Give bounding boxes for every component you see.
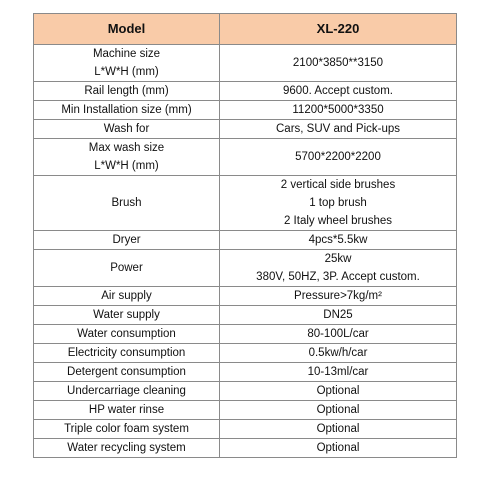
table-row [34, 176, 457, 231]
table-row [34, 439, 457, 458]
value-line: Optional [316, 442, 360, 454]
label-line: Brush [111, 197, 142, 209]
label-line: Undercarriage cleaning [67, 385, 186, 397]
label-line: Water supply [93, 309, 160, 321]
spec-body [34, 45, 457, 458]
row-label [34, 306, 220, 325]
table-row [34, 420, 457, 439]
header-value: XL-220 [220, 14, 457, 45]
label-line: Wash for [103, 123, 150, 135]
row-value [220, 101, 457, 120]
row-label [34, 325, 220, 344]
label-line: Power [110, 262, 143, 274]
row-value [220, 363, 457, 382]
spec-table [33, 13, 457, 458]
row-label [34, 382, 220, 401]
label-line: Water recycling system [67, 442, 186, 454]
table-row [34, 82, 457, 101]
value-line: 2100*3850**3150 [292, 57, 384, 69]
label-line: Min Installation size (mm) [61, 104, 192, 116]
value-line: 0.5kw/h/car [308, 347, 368, 359]
value-line: Optional [316, 385, 360, 397]
row-label [34, 231, 220, 250]
row-label [34, 439, 220, 458]
row-label [34, 250, 220, 287]
row-value [220, 420, 457, 439]
label-line: Water consumption [77, 328, 176, 340]
table-row [34, 139, 457, 176]
value-line: 380V, 50HZ, 3P. Accept custom. [256, 271, 420, 283]
row-label [34, 45, 220, 82]
row-label [34, 344, 220, 363]
table-row [34, 287, 457, 306]
label-line: Max wash size [88, 142, 165, 154]
table-row [34, 344, 457, 363]
table-row [34, 382, 457, 401]
row-label [34, 363, 220, 382]
row-value [220, 231, 457, 250]
row-value [220, 306, 457, 325]
table-row [34, 231, 457, 250]
row-value [220, 82, 457, 101]
value-line: 25kw [324, 253, 352, 265]
label-line: Detergent consumption [67, 366, 186, 378]
label-line: Electricity consumption [67, 347, 186, 359]
value-line: DN25 [323, 309, 353, 321]
value-line: 2 Italy wheel brushes [283, 215, 393, 227]
header-label: Model [34, 14, 220, 45]
label-line: Air supply [101, 290, 152, 302]
label-line: L*W*H (mm) [94, 66, 159, 78]
row-value [220, 344, 457, 363]
row-label [34, 139, 220, 176]
row-value [220, 287, 457, 306]
table-row [34, 45, 457, 82]
row-label [34, 176, 220, 231]
row-label [34, 287, 220, 306]
value-line: Pressure>7kg/m² [294, 290, 382, 302]
label-line: Machine size [92, 48, 161, 60]
row-value [220, 139, 457, 176]
value-line: 5700*2200*2200 [295, 151, 381, 163]
row-value [220, 439, 457, 458]
table-row [34, 101, 457, 120]
row-value [220, 250, 457, 287]
row-value [220, 382, 457, 401]
table-row [34, 120, 457, 139]
table-row [34, 401, 457, 420]
value-line: 9600. Accept custom. [283, 85, 393, 97]
value-line: Cars, SUV and Pick-ups [276, 123, 400, 135]
table-row [34, 363, 457, 382]
value-line: Optional [316, 404, 360, 416]
row-value [220, 325, 457, 344]
row-label [34, 401, 220, 420]
row-label [34, 120, 220, 139]
header-row [34, 14, 457, 45]
row-value [220, 401, 457, 420]
label-line: L*W*H (mm) [94, 160, 159, 172]
value-line: 2 vertical side brushes [280, 179, 396, 191]
value-line: 11200*5000*3350 [292, 104, 384, 116]
table-row [34, 306, 457, 325]
row-value [220, 45, 457, 82]
value-line: 4pcs*5.5kw [308, 234, 368, 246]
table-row [34, 250, 457, 287]
value-line: 1 top brush [309, 197, 367, 209]
label-line: HP water rinse [88, 404, 165, 416]
label-line: Rail length (mm) [84, 85, 169, 97]
value-line: 10-13ml/car [307, 366, 369, 378]
value-line: 80-100L/car [307, 328, 369, 340]
row-value [220, 120, 457, 139]
row-label [34, 420, 220, 439]
value-line: Optional [316, 423, 360, 435]
table-row [34, 325, 457, 344]
row-label [34, 82, 220, 101]
row-label [34, 101, 220, 120]
row-value [220, 176, 457, 231]
label-line: Triple color foam system [64, 423, 189, 435]
label-line: Dryer [112, 234, 141, 246]
